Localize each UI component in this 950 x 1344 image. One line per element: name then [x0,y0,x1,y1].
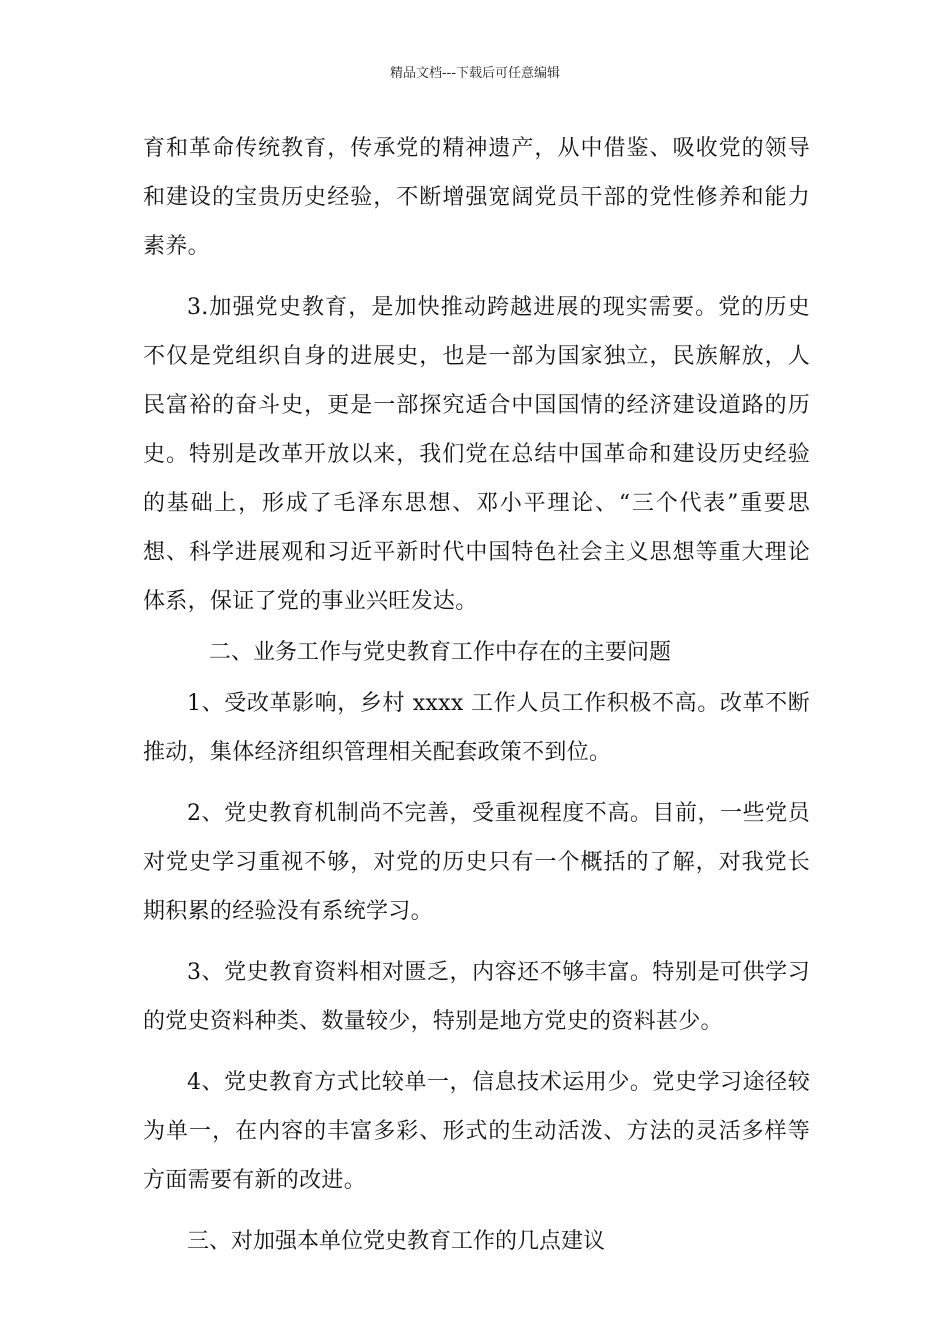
paragraph-problem-1: 1、受改革影响，乡村 xxxx 工作人员工作积极不高。改革不断推动，集体经济组织管理相关配套政策不到位。 [143,691,810,765]
document-body [143,124,810,1266]
section-heading-2: 二、业务工作与党史教育工作中存在的主要问题 [209,640,672,665]
paragraph-problem-3: 3、党史教育资料相对匮乏，内容还不够丰富。特别是可供学习的党史资料种类、数量较少，特别是地方党史的资料甚少。 [143,960,810,1034]
paragraph-problem-2: 2、党史教育机制尚不完善，受重视程度不高。目前，一些党员对党史学习重视不够，对党的历史只有一个概括的了解，对我党长期积累的经验没有系统学习。 [143,801,810,924]
paragraph-problem-4: 4、党史教育方式比较单一，信息技术运用少。党史学习途径较为单一，在内容的丰富多彩、形式的生动活泼、方法的灵活多样等方面需要有新的改进。 [143,1070,810,1193]
page-header: 精品文档---下载后可任意编辑 [389,66,561,81]
paragraph-point-3: 3.加强党史教育，是加快推动跨越进展的现实需要。党的历史不仅是党组织自身的进展史，也是一部为国家独立，民族解放，人民富裕的奋斗史，更是一部探究适合中国国情的经济建设道路的历史。特别是改革开放以来，我们党在总结中国革命和建设历史经验的基础上，形成了毛泽东思想、邓小平理论、“三个代表”重要思想、科学进展观和习近平新时代中国特色社会主义思想等重大理论体系，保证了党的事业兴旺发达。 [143,295,810,614]
section-heading-3: 三、对加强本单位党史教育工作的几点建议 [187,1229,606,1254]
paragraph-continuation: 育和革命传统教育，传承党的精神遗产，从中借鉴、吸收党的领导和建设的宝贵历史经验，不断增强宽阔党员干部的党性修养和能力素养。 [143,136,810,259]
